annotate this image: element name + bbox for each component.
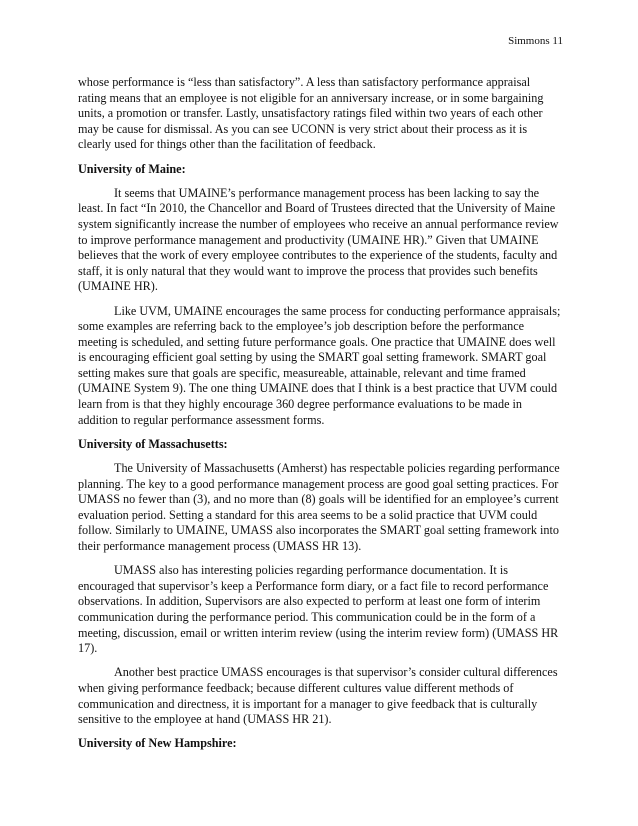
section-heading-maine: University of Maine: xyxy=(78,161,186,176)
paragraph-massachusetts-1: The University of Massachusetts (Amherst) has respectable policies regarding performance planning. The key to a good performance management process are good goal setting practices. For UMASS no fewer than (3), and no more than (8) goals will be identified for an employee’s current evaluation period. Setting a standard for this area seems to be a solid practice that UVM could follow. Similarly to UMAINE, UMASS also incorporates the SMART goal setting framework into their performance management process (UMASS HR 13). xyxy=(78,461,560,553)
paragraph-massachusetts-3: Another best practice UMASS encourages is that supervisor’s consider cultural differences when giving performance feedback; because different cultures value different methods of communication and directness, it is important for a manager to give feedback that is culturally sensitive to the employee at hand (UMASS HR 21). xyxy=(78,665,558,727)
page-header: Simmons 11 xyxy=(508,35,563,47)
paragraph-maine-2: Like UVM, UMAINE encourages the same process for conducting performance appraisals; some examples are referring back to the employee’s job description before the performance meeting is scheduled, and setting future performance goals. One practice that UMAINE does well is encouraging efficient goal setting by using the SMART goal setting framework. SMART goal setting makes sure that goals are specific, measureable, attainable, relevant and time framed (UMAINE System 9). The one thing UMAINE does that I think is a best practice that UVM could learn from is that they highly encourage 360 degree performance evaluations to be made in addition to regular performance assessment forms. xyxy=(78,303,561,427)
paragraph-massachusetts-2: UMASS also has interesting policies regarding performance documentation. It is encouraged that supervisor’s keep a Performance form diary, or a fact file to record performance observations. In addition, Supervisors are also expected to perform at least one form of interim communication during the performance period. This communication could be in the form of a meeting, discussion, email or written interim review (using the interim review form) (UMASS HR 17). xyxy=(78,563,559,656)
section-heading-new-hampshire: University of New Hampshire: xyxy=(78,736,237,751)
section-heading-massachusetts: University of Massachusetts: xyxy=(78,436,228,451)
paragraph-maine-1: It seems that UMAINE’s performance management process has been lacking to say the least. In fact “In 2010, the Chancellor and Board of Trustees directed that the University of Maine system significantly increase the number of employees who receive an annual performance review to improve performance management and productivity (UMAINE HR).” Given that UMAINE believes that the work of every employee contributes to the experience of the students, faculty and staff, it is only natural that they would want to improve the process that provides such benefits (UMAINE HR). xyxy=(78,185,559,294)
opening-paragraph: whose performance is “less than satisfactory”. A less than satisfactory performance appraisal rating means that an employee is not eligible for an anniversary increase, or in some bargaining units, a promotion or transfer. Lastly, unsatisfactory ratings filed within two years of each other may be cause for dismissal. As you can see UCONN is very strict about their process as it is clearly used for things other than the facilitation of feedback. xyxy=(78,75,544,152)
document-body xyxy=(78,75,561,761)
